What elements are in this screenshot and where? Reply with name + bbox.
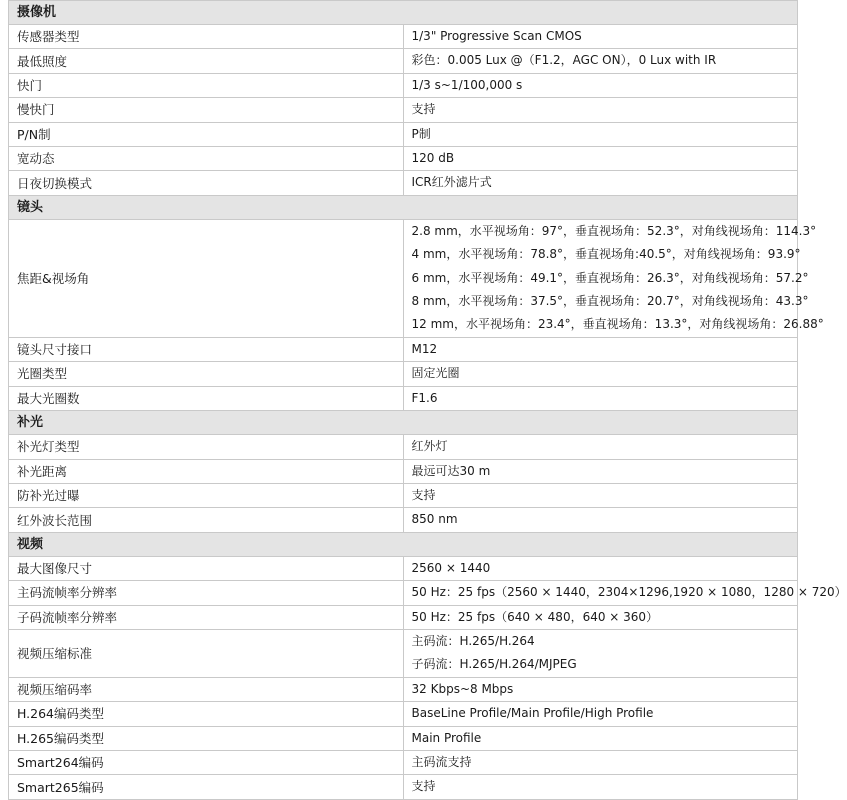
- spec-value-line: 主码流：H.265/H.264: [411, 633, 535, 648]
- spec-value-line: M12: [411, 341, 438, 356]
- spec-label: 红外波长范围: [9, 508, 404, 532]
- spec-value: [403, 702, 798, 726]
- spec-value-line: 子码流：H.265/H.264/MJPEG: [411, 657, 577, 672]
- spec-label: 主码流帧率分辨率: [9, 581, 404, 605]
- spec-value-line: 固定光圈: [411, 366, 460, 381]
- section-title: 镜头: [9, 195, 798, 219]
- spec-label: 防补光过曝: [9, 483, 404, 507]
- section-title: 视频: [9, 532, 798, 556]
- spec-value-line: 支持: [411, 487, 436, 502]
- spec-value-line: 彩色：0.005 Lux @（F1.2，AGC ON），0 Lux with IR: [411, 53, 717, 68]
- spec-label: 慢快门: [9, 98, 404, 122]
- spec-label: 最低照度: [9, 49, 404, 73]
- spec-value: [403, 556, 798, 580]
- spec-value-line: 2560 × 1440: [411, 560, 491, 575]
- spec-value: [403, 581, 847, 605]
- spec-value: [403, 98, 798, 122]
- spec-value-line: 1/3" Progressive Scan CMOS: [411, 29, 582, 43]
- section-title: 补光: [9, 411, 798, 435]
- spec-row: [9, 386, 798, 410]
- spec-label: 日夜切换模式: [9, 171, 404, 195]
- section-header: [9, 532, 798, 556]
- spec-label: P/N制: [9, 122, 404, 146]
- spec-value-line: 最远可达30 m: [411, 463, 491, 478]
- spec-sheet: [8, 0, 847, 800]
- section-header: [9, 195, 798, 219]
- spec-value: [403, 171, 798, 195]
- spec-value-line: Main Profile: [411, 730, 482, 745]
- spec-value: [403, 386, 798, 410]
- spec-value-line: 50 Hz：25 fps（640 × 480，640 × 360）: [411, 609, 659, 624]
- spec-row: [9, 122, 798, 146]
- spec-label: 快门: [9, 73, 404, 97]
- spec-row: [9, 25, 798, 49]
- spec-value-line: 红外灯: [411, 439, 448, 454]
- spec-value-line: 2.8 mm，水平视场角：97°，垂直视场角：52.3°，对角线视场角：114.3°: [411, 223, 817, 238]
- spec-label: 光圈类型: [9, 362, 404, 386]
- spec-value: [403, 362, 798, 386]
- spec-value-line: 4 mm，水平视场角：78.8°，垂直视场角:40.5°，对角线视场角：93.9°: [411, 247, 801, 262]
- spec-label: 视频压缩码率: [9, 677, 404, 701]
- spec-value: [403, 49, 798, 73]
- spec-value: [403, 435, 798, 459]
- spec-row: [9, 98, 798, 122]
- spec-value-line: 支持: [411, 779, 436, 794]
- spec-label: H.264编码类型: [9, 702, 404, 726]
- spec-value-line: 主码流支持: [411, 754, 472, 769]
- spec-row: [9, 508, 798, 532]
- spec-value: [403, 122, 798, 146]
- spec-row: [9, 362, 798, 386]
- spec-value: [403, 775, 798, 799]
- spec-row: [9, 702, 798, 726]
- spec-table-body: [9, 1, 847, 800]
- spec-value: [403, 677, 798, 701]
- spec-value: [403, 25, 798, 49]
- spec-value-line: P制: [411, 126, 431, 141]
- spec-value-line: ICR红外滤片式: [411, 175, 492, 190]
- spec-row: [9, 49, 798, 73]
- spec-label: Smart264编码: [9, 750, 404, 774]
- spec-value: [403, 726, 798, 750]
- spec-value: [403, 459, 798, 483]
- spec-value-line: 120 dB: [411, 151, 455, 166]
- spec-value-line: 32 Kbps~8 Mbps: [411, 681, 514, 696]
- spec-value: [403, 750, 798, 774]
- spec-row: [9, 726, 798, 750]
- spec-value: [403, 219, 824, 337]
- spec-value: [403, 605, 798, 629]
- spec-row: [9, 483, 798, 507]
- spec-row: [9, 147, 798, 171]
- spec-row: [9, 605, 798, 629]
- spec-value-line: F1.6: [411, 390, 438, 405]
- spec-value: [403, 73, 798, 97]
- spec-row: [9, 629, 798, 677]
- spec-row: [9, 337, 798, 361]
- spec-value-line: 6 mm，水平视场角：49.1°，垂直视场角：26.3°，对角线视场角：57.2°: [411, 270, 809, 285]
- spec-row: [9, 171, 798, 195]
- spec-row: [9, 677, 798, 701]
- spec-value-line: 1/3 s~1/100,000 s: [411, 77, 523, 92]
- spec-value-line: BaseLine Profile/Main Profile/High Profile: [411, 706, 654, 721]
- spec-value-line: 850 nm: [411, 512, 458, 527]
- spec-value: [403, 337, 798, 361]
- spec-value: [403, 147, 798, 171]
- spec-label: 子码流帧率分辨率: [9, 605, 404, 629]
- spec-row: [9, 581, 798, 605]
- spec-value-line: 12 mm，水平视场角：23.4°，垂直视场角：13.3°，对角线视场角：26.88°: [411, 317, 824, 332]
- section-header: [9, 411, 798, 435]
- spec-value: [403, 483, 798, 507]
- spec-label: 视频压缩标准: [9, 629, 404, 677]
- spec-label: 宽动态: [9, 147, 404, 171]
- spec-value-line: 50 Hz：25 fps（2560 × 1440，2304×1296,1920 × 1080，1280 × 720）: [411, 585, 847, 600]
- spec-value: [403, 629, 798, 677]
- spec-label: 最大光圈数: [9, 386, 404, 410]
- section-title: 摄像机: [9, 1, 798, 25]
- spec-label: 传感器类型: [9, 25, 404, 49]
- spec-value-line: 8 mm，水平视场角：37.5°，垂直视场角：20.7°，对角线视场角：43.3°: [411, 294, 809, 309]
- spec-value-line: 支持: [411, 102, 436, 117]
- spec-row: [9, 435, 798, 459]
- spec-table: [8, 0, 847, 800]
- spec-label: 补光距离: [9, 459, 404, 483]
- spec-row: [9, 459, 798, 483]
- spec-row: [9, 73, 798, 97]
- spec-label: Smart265编码: [9, 775, 404, 799]
- spec-row: [9, 775, 798, 799]
- spec-label: 焦距&视场角: [9, 219, 404, 337]
- spec-row: [9, 750, 798, 774]
- spec-row: [9, 219, 798, 337]
- section-header: [9, 1, 798, 25]
- spec-label: 镜头尺寸接口: [9, 337, 404, 361]
- spec-row: [9, 556, 798, 580]
- spec-value: [403, 508, 798, 532]
- spec-label: 补光灯类型: [9, 435, 404, 459]
- spec-label: H.265编码类型: [9, 726, 404, 750]
- spec-label: 最大图像尺寸: [9, 556, 404, 580]
